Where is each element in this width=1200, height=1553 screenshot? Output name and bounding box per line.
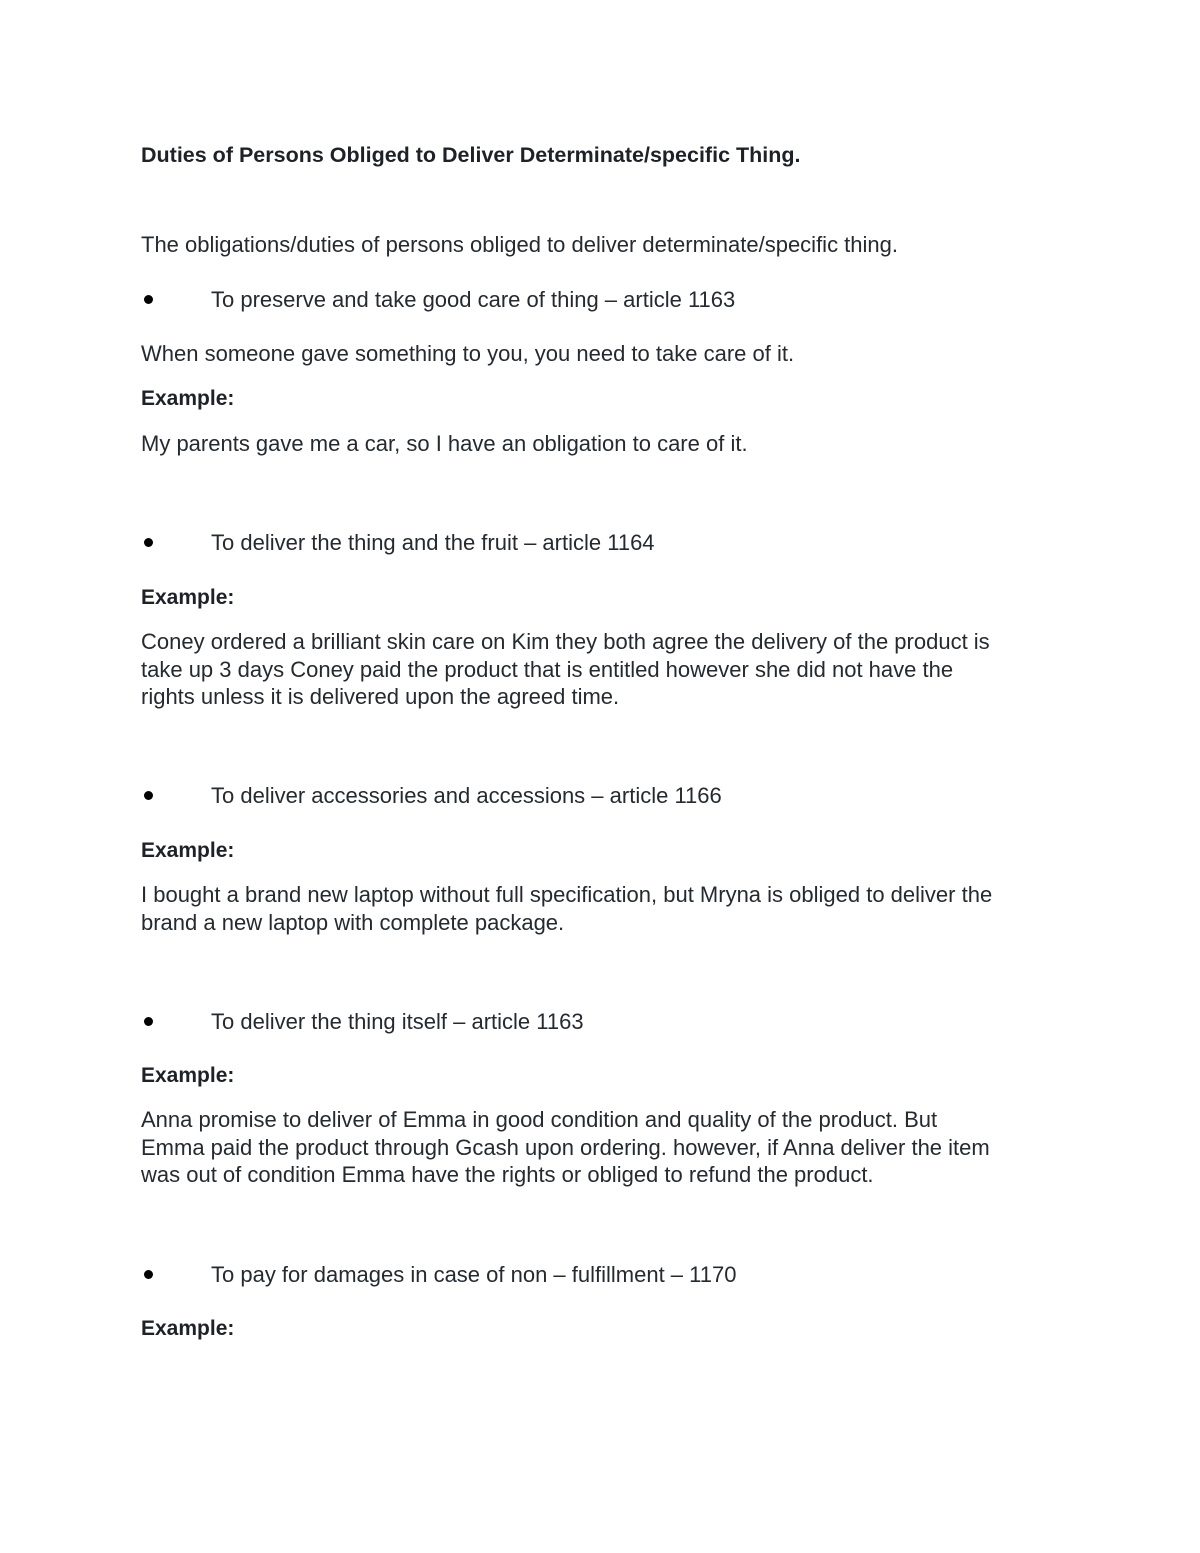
example-line: Emma paid the product through Gcash upon ordering. however, if Anna deliver the item [141, 1134, 990, 1160]
example-label: Example: [141, 387, 235, 410]
example-line: rights unless it is delivered upon the agreed time. [141, 684, 620, 709]
list-item-text: To preserve and take good care of thing – article 1163 [211, 287, 736, 312]
document-title: Duties of Persons Obliged to Deliver Determinate/specific Thing. [141, 143, 801, 167]
bullet-icon [144, 1017, 153, 1026]
example-line: Coney ordered a brilliant skin care on Kim they both agree the delivery of the product is [141, 629, 990, 654]
bullet-icon [144, 538, 153, 547]
bullet-icon [144, 295, 153, 304]
note-paragraph: When someone gave something to you, you need to take care of it. [141, 341, 795, 366]
example-label: Example: [141, 839, 235, 862]
bullet-icon [144, 791, 153, 800]
example-label: Example: [141, 1064, 235, 1087]
bullet-icon [144, 1270, 153, 1279]
example-paragraph [141, 881, 1071, 936]
example-line: Anna promise to deliver of Emma in good condition and quality of the product. But [141, 1107, 938, 1132]
example-line: My parents gave me a car, so I have an obligation to care of it. [141, 431, 748, 456]
example-label: Example: [141, 1317, 235, 1340]
example-line: was out of condition Emma have the rights or obliged to refund the product. [141, 1162, 874, 1187]
list-item-text: To deliver the thing itself – article 1163 [211, 1009, 584, 1034]
list-item-text: To pay for damages in case of non – fulfillment – 1170 [211, 1262, 737, 1287]
list-item-text: To deliver accessories and accessions – article 1166 [211, 783, 722, 808]
example-label: Example: [141, 586, 235, 609]
list-item-text: To deliver the thing and the fruit – article 1164 [211, 530, 655, 555]
intro-paragraph: The obligations/duties of persons obliged to deliver determinate/specific thing. [141, 232, 899, 257]
example-paragraph [141, 1106, 1071, 1189]
example-line: brand a new laptop with complete package. [141, 909, 565, 935]
example-line: I bought a brand new laptop without full specification, but Mryna is obliged to deliver the [141, 882, 993, 907]
example-line: take up 3 days Coney paid the product that is entitled however she did not have the [141, 656, 954, 682]
example-paragraph [141, 430, 1071, 458]
example-paragraph [141, 628, 1071, 711]
